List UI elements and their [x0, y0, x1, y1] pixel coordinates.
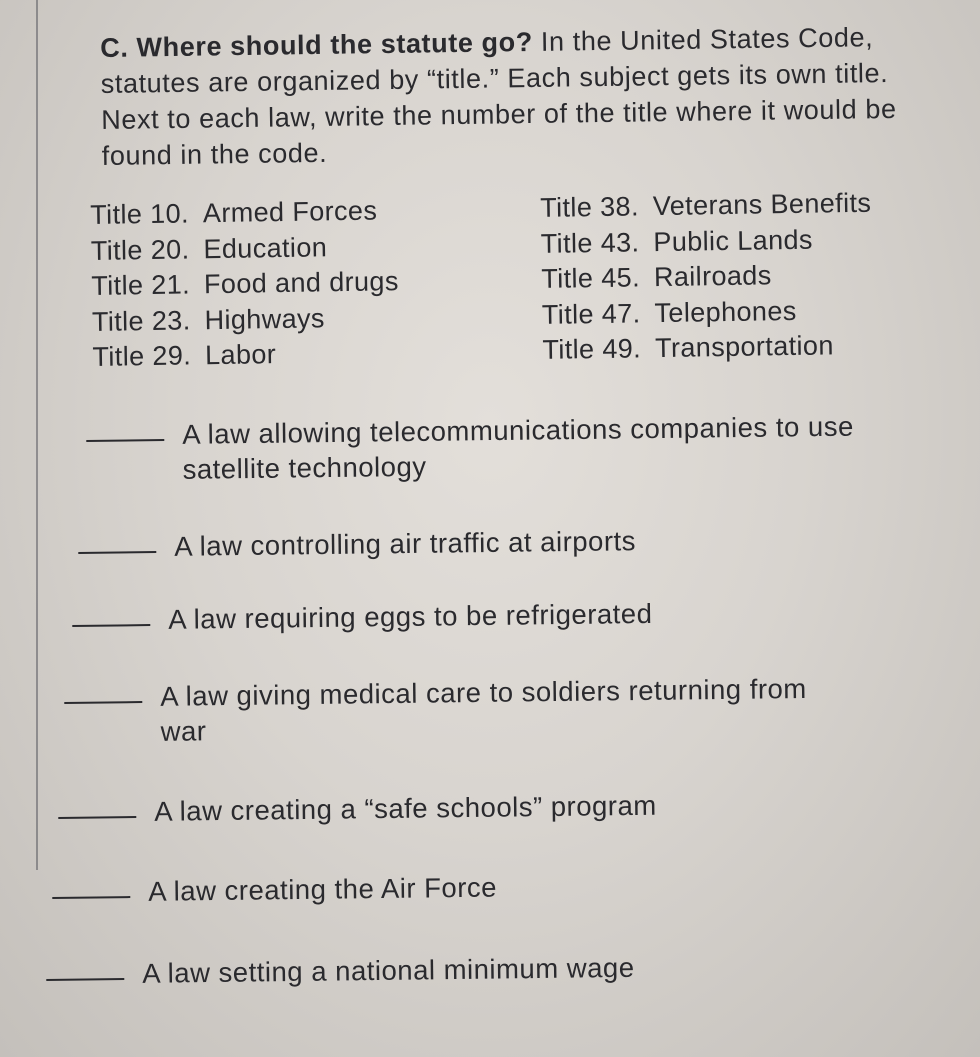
title-subject: Veterans Benefits	[652, 187, 872, 222]
title-number: Title 45.	[541, 262, 641, 294]
section-heading: C. Where should the statute go?	[100, 26, 534, 63]
title-subject: Food and drugs	[203, 266, 399, 300]
title-number: Title 20.	[90, 233, 190, 266]
question-item	[64, 670, 861, 750]
title-subject: Transportation	[654, 330, 834, 364]
answer-blank[interactable]	[58, 794, 136, 819]
title-number: Title 23.	[91, 304, 191, 337]
title-subject: Telephones	[654, 295, 797, 328]
question-item	[86, 408, 883, 488]
answer-blank[interactable]	[86, 417, 164, 442]
question-item	[46, 947, 842, 992]
answer-blank[interactable]	[78, 529, 156, 554]
question-item	[58, 785, 854, 830]
title-number: Title 43.	[540, 226, 640, 259]
question-text: A law giving medical care to soldiers returning from war	[160, 672, 807, 747]
question-text: A law controlling air traffic at airports	[174, 525, 637, 562]
question-item	[72, 593, 868, 638]
title-subject: Labor	[204, 339, 277, 371]
title-number: Title 47.	[541, 297, 641, 330]
section-instructions: In the United States Code, statutes are organized by “title.” Each subject gets its own title. Next to each law, write the number of the title where it would be found in the code.	[100, 22, 897, 171]
question-item	[78, 520, 874, 565]
title-number: Title 49.	[542, 333, 642, 365]
answer-blank[interactable]	[64, 679, 142, 704]
answer-blank[interactable]	[52, 874, 130, 899]
title-number: Title 38.	[539, 191, 640, 223]
question-text: A law allowing telecommunications companies to use satellite technology	[182, 410, 854, 485]
question-text: A law creating a “safe schools” program	[154, 789, 657, 827]
title-number: Title 21.	[91, 269, 191, 301]
question-text: A law creating the Air Force	[148, 871, 498, 907]
question-item	[52, 865, 848, 910]
title-subject: Public Lands	[653, 224, 814, 257]
title-subject: Highways	[204, 302, 326, 335]
title-subject: Railroads	[653, 260, 772, 293]
title-number: Title 10.	[90, 198, 190, 230]
question-text: A law requiring eggs to be refrigerated	[168, 597, 653, 635]
answer-blank[interactable]	[72, 602, 150, 627]
answer-blank[interactable]	[46, 956, 124, 981]
title-number: Title 29.	[92, 340, 192, 372]
title-subject: Armed Forces	[202, 195, 378, 229]
question-text: A law setting a national minimum wage	[142, 951, 635, 989]
title-subject: Education	[203, 231, 328, 264]
